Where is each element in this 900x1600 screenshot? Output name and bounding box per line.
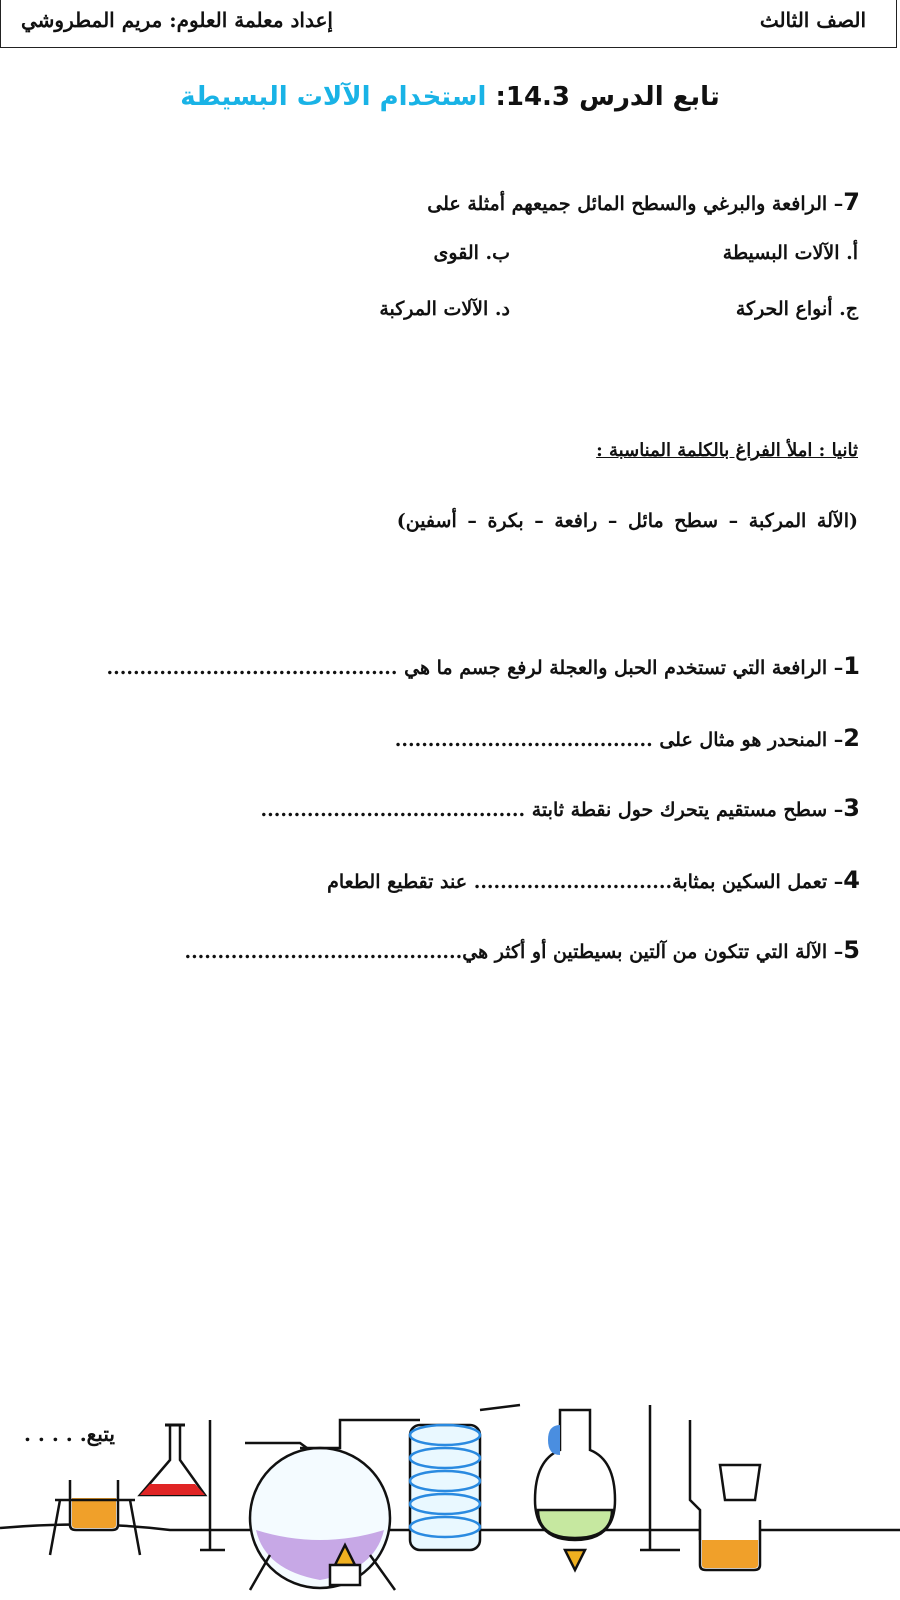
item-number: 1: [843, 652, 860, 680]
question-text: – الرافعة والبرغي والسطح المائل جميعهم أمثلة على: [427, 193, 844, 215]
item-number: 3: [843, 794, 860, 822]
item-text: – الآلة التي تتكون من آلتين بسيطتين أو أكثر هي..........................................: [184, 941, 844, 963]
lesson-prefix: تابع الدرس: [570, 82, 720, 112]
item-number: 2: [843, 724, 860, 752]
fill-item-1[interactable]: [106, 652, 860, 680]
option-b[interactable]: ب. القوى: [433, 242, 510, 264]
lesson-number: 14.3:: [495, 82, 571, 112]
fill-item-5[interactable]: [184, 936, 860, 964]
item-text: – الرافعة التي تستخدم الحبل والعجلة لرفع جسم ما هي ............................................: [106, 657, 844, 679]
fill-item-2[interactable]: [395, 724, 860, 752]
tripod-beaker-icon: [50, 1480, 140, 1555]
question-7: [427, 188, 860, 216]
item-number: 4: [843, 866, 860, 894]
question-number: 7: [843, 188, 860, 216]
word-bank: (الآلة المركبة – سطح مائل – رافعة – بكرة – أسفين): [396, 510, 858, 532]
green-flask-icon: [535, 1410, 615, 1570]
grade-label: الصف الثالث: [759, 8, 866, 32]
lesson-name: استخدام الآلات البسيطة: [180, 82, 496, 112]
item-text: – سطح مستقيم يتحرك حول نقطة ثابتة ........................................: [260, 799, 844, 821]
option-c[interactable]: ج. أنواع الحركة: [735, 298, 858, 320]
header-bar: [0, 0, 897, 48]
continued-label: يتبع. . . . .: [24, 1422, 115, 1446]
option-a[interactable]: أ. الآلات البسيطة: [722, 242, 858, 264]
option-d[interactable]: د. الآلات المركبة: [379, 298, 510, 320]
fill-item-3[interactable]: [261, 794, 860, 822]
coil-condenser-icon: [410, 1405, 520, 1550]
teacher-label: إعداد معلمة العلوم: مريم المطروشي: [21, 8, 333, 32]
item-number: 5: [843, 936, 860, 964]
lab-equipment-illustration: [0, 1380, 900, 1600]
item-text: – المنحدر هو مثال على .......................................: [394, 729, 844, 751]
stand-beaker-icon: [640, 1405, 760, 1570]
item-text: – تعمل السكين بمثابة.............................. عند تقطيع الطعام: [327, 871, 844, 893]
fill-item-4[interactable]: [327, 866, 860, 894]
lesson-title: [0, 82, 900, 112]
section-heading: ثانيا : املأ الفراغ بالكلمة المناسبة :: [596, 440, 858, 461]
